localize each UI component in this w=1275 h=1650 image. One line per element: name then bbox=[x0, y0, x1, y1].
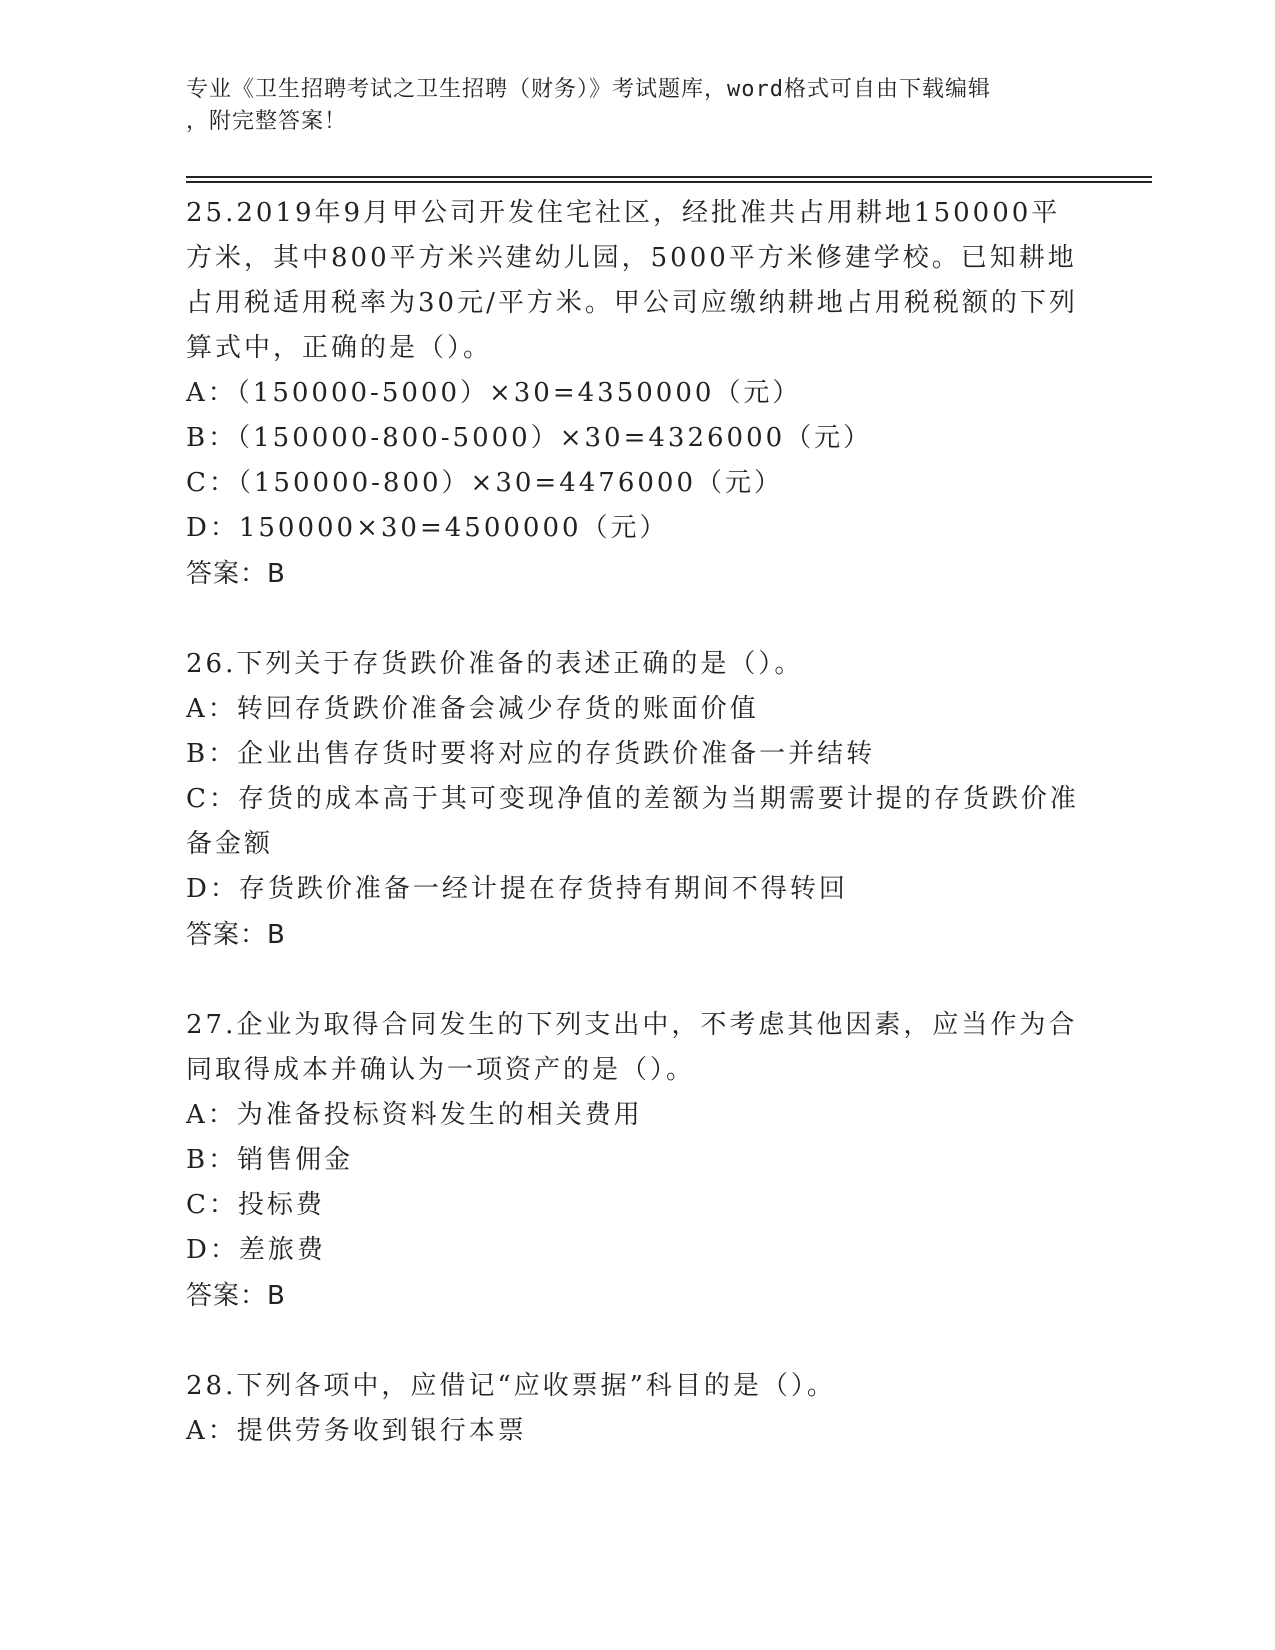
option-a: A：为准备投标资料发生的相关费用 bbox=[186, 1100, 643, 1130]
option-c: C：存货的成本高于其可变现净值的差额为当期需要计提的存货跌价准备金额 bbox=[186, 784, 1079, 859]
header-rule-top bbox=[186, 176, 1152, 178]
option-d: D：存货跌价准备一经计提在存货持有期间不得转回 bbox=[186, 874, 848, 904]
question-26 bbox=[186, 642, 1086, 958]
option-a: A：转回存货跌价准备会减少存货的账面价值 bbox=[186, 694, 759, 724]
question-list bbox=[186, 191, 1086, 1454]
option-b: B：企业出售存货时要将对应的存货跌价准备一并结转 bbox=[186, 739, 876, 769]
question-27 bbox=[186, 1003, 1086, 1319]
option-d: D：差旅费 bbox=[186, 1235, 326, 1265]
answer: 答案：B bbox=[186, 920, 286, 950]
option-a: A：提供劳务收到银行本票 bbox=[186, 1416, 527, 1446]
header-rule-bottom bbox=[186, 181, 1152, 183]
question-text: 28.下列各项中，应借记“应收票据”科目的是（）。 bbox=[186, 1371, 836, 1401]
option-d: D：150000×30=4500000（元） bbox=[186, 513, 669, 543]
option-b: B：销售佣金 bbox=[186, 1145, 354, 1175]
option-c: C：投标费 bbox=[186, 1190, 325, 1220]
question-28 bbox=[186, 1364, 1086, 1454]
option-c: C：（150000-800）×30=4476000（元） bbox=[186, 468, 784, 498]
document-header bbox=[186, 74, 1066, 138]
option-a: A：（150000-5000）×30=4350000（元） bbox=[186, 378, 802, 408]
question-text: 25.2019年9月甲公司开发住宅社区，经批准共占用耕地150000平方米，其中800平方米兴建幼儿园，5000平方米修建学校。已知耕地占用税适用税率为30元/平方米。甲公司应缴纳耕地占用税税额的下列算式中，正确的是（）。 bbox=[186, 198, 1078, 363]
answer: 答案：B bbox=[186, 559, 286, 589]
question-25 bbox=[186, 191, 1086, 597]
answer: 答案：B bbox=[186, 1281, 286, 1311]
option-b: B：（150000-800-5000）×30=4326000（元） bbox=[186, 423, 873, 453]
header-line-2: ，附完整答案！ bbox=[186, 109, 348, 134]
question-text: 27.企业为取得合同发生的下列支出中，不考虑其他因素，应当作为合同取得成本并确认为一项资产的是（）。 bbox=[186, 1010, 1078, 1085]
header-line-1: 专业《卫生招聘考试之卫生招聘（财务）》考试题库，word格式可自由下载编辑 bbox=[186, 77, 991, 102]
question-text: 26.下列关于存货跌价准备的表述正确的是（）。 bbox=[186, 649, 804, 679]
